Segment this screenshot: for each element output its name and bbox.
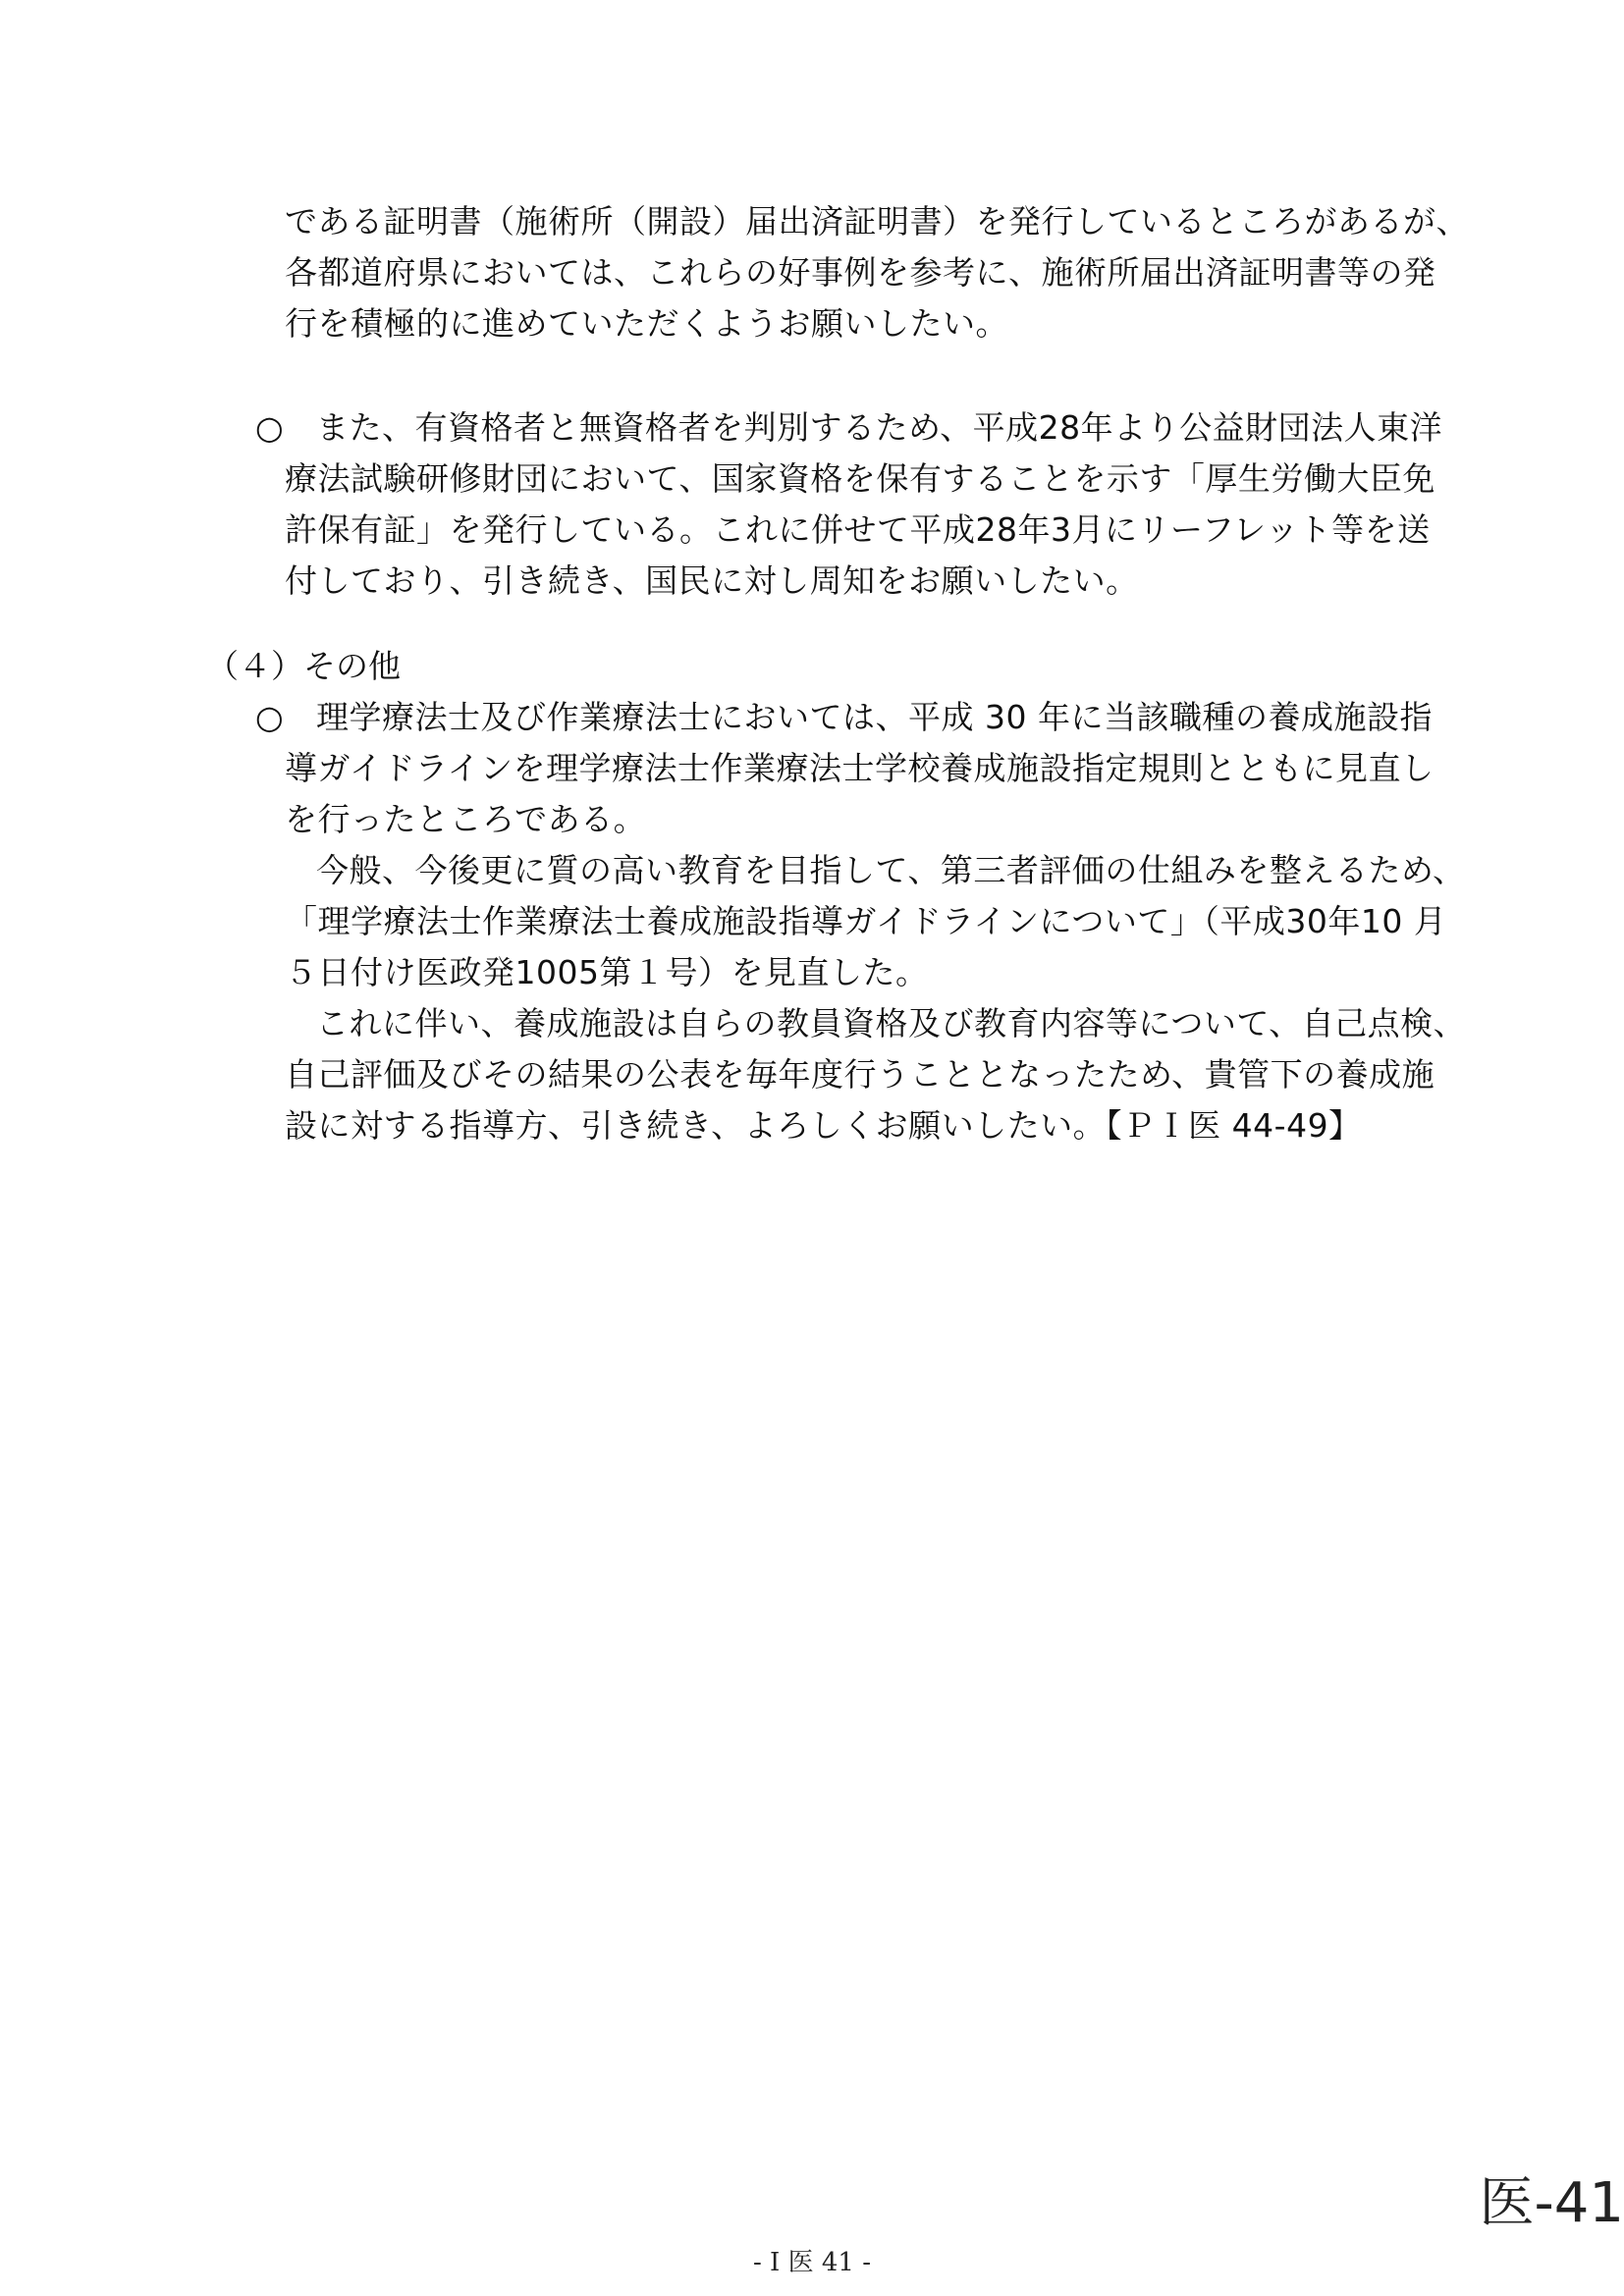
item2-line-1: また、有資格者と無資格者を判別するため、平成28年より公益財団法人東洋 bbox=[316, 408, 1443, 447]
intro-line-2: 各都道府県においては、これらの好事例を参考に、施術所届出済証明書等の発 bbox=[285, 253, 1436, 292]
item3-line-6: ５日付け医政発1005第１号）を見直した。 bbox=[285, 953, 929, 991]
bullet-circle-icon: ○ bbox=[255, 408, 284, 447]
item2-line-4: 付しており、引き続き、国民に対し周知をお願いしたい。 bbox=[285, 561, 1139, 600]
item3-line-9: 設に対する指導方、引き続き、よろしくお願いしたい。【ＰＩ医 44-49】 bbox=[285, 1106, 1362, 1145]
item3-line-1: 理学療法士及び作業療法士においては、平成 30 年に当該職種の養成施設指 bbox=[316, 698, 1433, 736]
section-heading: （４）その他 bbox=[206, 647, 401, 685]
intro-line-1: である証明書（施術所（開設）届出済証明書）を発行しているところがあるが、 bbox=[285, 202, 1469, 240]
page-badge: 医-41 bbox=[1479, 2171, 1624, 2235]
item3-line-3: を行ったところである。 bbox=[285, 800, 647, 838]
item2-line-3: 許保有証」を発行している。これに併せて平成28年3月にリーフレット等を送 bbox=[285, 510, 1431, 549]
item3-line-2: 導ガイドラインを理学療法士作業療法士学校養成施設指定規則とともに見直し bbox=[285, 749, 1435, 787]
item3-line-5: 「理学療法士作業療法士養成施設指導ガイドラインについて」（平成30年10 月 bbox=[285, 902, 1447, 940]
bullet-circle-icon: ○ bbox=[255, 698, 284, 736]
item3-line-4: 今般、今後更に質の高い教育を目指して、第三者評価の仕組みを整えるため、 bbox=[316, 851, 1466, 889]
page-footer: - Ⅰ 医 41 - bbox=[753, 2248, 871, 2277]
item3-line-7: これに伴い、養成施設は自らの教員資格及び教育内容等について、自己点検、 bbox=[316, 1004, 1467, 1042]
item2-line-2: 療法試験研修財団において、国家資格を保有することを示す「厚生労働大臣免 bbox=[285, 459, 1435, 498]
item3-line-8: 自己評価及びその結果の公表を毎年度行うこととなったため、貴管下の養成施 bbox=[285, 1055, 1435, 1094]
intro-line-3: 行を積極的に進めていただくようお願いしたい。 bbox=[285, 304, 1008, 343]
